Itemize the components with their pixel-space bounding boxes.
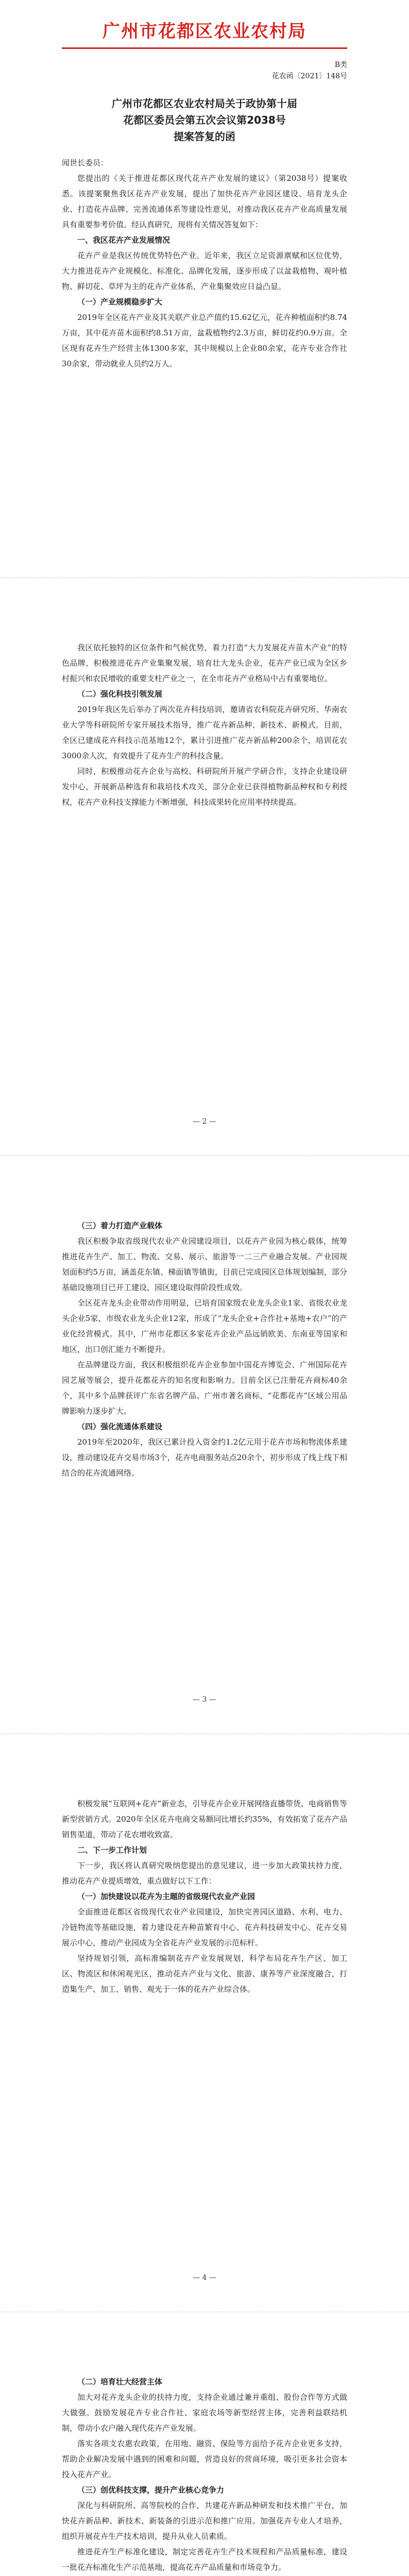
masthead-agency-name: 广州市花都区农业农村局 — [103, 21, 306, 42]
paragraph: 深化与科研院所、高等院校的合作，共建花卉新品种研发和技术推广平台，加快花卉新品种、新技术、新装备的引进示范和推广应用。加强花卉专业人才培养，组织开展花卉生产技术培训，提升从业人员素质。 — [62, 2501, 347, 2541]
paragraph: 加大对花卉龙头企业的扶持力度，支持企业通过兼并重组、股份合作等方式做大做强。鼓励发展花卉专业合作社、家庭农场等新型经营主体，完善利益联结机制，带动小农户融入现代花卉产业发展。 — [62, 2393, 347, 2433]
paragraph: 我区积极争取省级现代农业产业园建设项目，以花卉产业园为核心载体，统筹推进花卉生产、加工、物流、交易、展示、旅游等一二三产业融合发展。产业园规划面积约5万亩，涵盖花东镇、梯面镇等镇街，目前已完成园区总体规划编制，部分基础设施项目已开工建设，园区建设取得阶段性成效。 — [62, 1236, 347, 1292]
subsection-heading: （一）产业规模稳步扩大 — [77, 297, 163, 307]
paragraph: 坚持规划引领，高标准编制花卉产业发展规划，科学布局花卉生产区、加工区、物流区和休闲观光区，推动花卉产业与文化、旅游、康养等产业深度融合，打造集生产、加工、销售、观光于一体的花卉产业综合体。 — [62, 1954, 347, 1994]
section-heading: 一、我区花卉产业发展情况 — [77, 235, 171, 245]
page-number: — 2 — — [193, 1117, 216, 1126]
subsection-heading: （二）培育壮大经营主体 — [77, 2377, 163, 2386]
document-number: 花农函〔2021〕148号 — [271, 72, 347, 80]
paragraph: 下一步，我区将认真研究吸纳您提出的意见建议，进一步加大政策扶持力度，推动花卉产业提质增效，重点做好以下工作： — [62, 1861, 347, 1886]
page-4 — [0, 1734, 409, 2312]
page-number: — 3 — — [193, 1696, 216, 1704]
paragraph: 全区花卉龙头企业带动作用明显，已培育国家级农业龙头企业1家、省级农业龙头企业5家、市级农业龙头企业12家，形成了“龙头企业+合作社+基地+农户”的产业化经营模式。其中，广州市花都区多家花卉企业产品远销欧美、东南亚等国家和地区，出口创汇能力不断提升。 — [62, 1298, 347, 1354]
page-number: — 4 — — [193, 2274, 216, 2282]
section-heading: 二、下一步工作计划 — [77, 1845, 147, 1855]
page-2 — [0, 578, 409, 1156]
paragraph: 全面推进花都区省级现代农业产业园建设，加快完善园区道路、水利、电力、冷链物流等基础设施，着力建设花卉种苗繁育中心、花卉科技研发中心、花卉交易展示中心，推动产业园成为全省花卉产业发展的示范标杆。 — [62, 1907, 347, 1947]
title-line: 提案答复的函 — [174, 130, 235, 143]
subsection-heading: （三）着力打造产业载体 — [77, 1221, 163, 1230]
paragraph: 花卉产业是我区传统优势特色产业。近年来，我区立足资源禀赋和区位优势，大力推进花卉产业规模化、标准化、品牌化发展，逐步形成了以盆栽植物、观叶植物、鲜切花、草坪为主的花卉产业体系，产业集聚效应日益凸显。 — [62, 251, 347, 291]
title-line: 广州市花都区农业农村局关于政协第十届 — [112, 97, 297, 110]
paragraph: 落实各项支农惠农政策，在用地、融资、保险等方面给予花卉企业更多支持，帮助企业解决发展中遇到的困难和问题，营造良好的营商环境，吸引更多社会资本投入花卉产业。 — [62, 2439, 347, 2479]
paragraph: 2019年全区花卉产业及其关联产业总产值约15.62亿元，花卉种植面积约8.74万亩，其中花卉苗木面积约8.51万亩，盆栽植物约2.3万亩，鲜切花约0.9万亩。全区现有花卉生产经营主体1300多家，其中规模以上企业80余家，花卉专业合作社30余家，带动就业人员约2万人。 — [62, 313, 347, 368]
intro-paragraph: 您提出的《关于推进花都区现代花卉产业发展的建议》（第2038号）提案收悉。该提案聚焦我区花卉产业发展，提出了加快花卉产业园区建设、培育龙头企业、打造花卉品牌、完善流通体系等建设性意见，对推动我区花卉产业高质量发展具有重要参考价值。经认真研究，现将有关情况答复如下： — [62, 174, 347, 229]
subsection-heading: （一）加快建设以花卉为主题的省级现代农业产业园 — [77, 1892, 255, 1901]
paragraph: 积极发展“互联网+花卉”新业态，引导花卉企业开展网络直播带货、电商销售等新型营销方式。2020年全区花卉电商交易额同比增长约35%，有效拓宽了花卉产品销售渠道，带动了花农增收致富。 — [62, 1799, 347, 1839]
paragraph: 2019年我区先后举办了两次花卉科技培训，邀请省农科院花卉研究所、华南农业大学等科研院所专家开展技术指导，推广花卉新品种、新技术、新模式。目前，全区已建成花卉科技示范基地12个，累计引进推广花卉新品种200余个，培训花农3000余人次，有效提升了花卉生产的科技含量。 — [62, 705, 347, 760]
paragraph: 推进花卉生产标准化建设，制定完善花卉生产技术规程和产品质量标准，建设一批花卉标准化生产示范基地，提高花卉产品质量和市场竞争力。 — [62, 2547, 347, 2572]
document-grade: B类 — [334, 61, 347, 69]
subsection-heading: （三）创优科技支撑，提升产业核心竞争力 — [77, 2485, 225, 2495]
paragraph: 我区依托独特的区位条件和气候优势，着力打造“大力发展花卉苗木产业”的特色品牌，积极推进花卉产业集聚发展，培育壮大龙头企业，花卉产业已成为全区乡村振兴和农民增收的重要支柱产业之一，在全市花卉产业格局中占有重要地位。 — [62, 643, 347, 683]
document-title — [62, 95, 347, 145]
salutation: 闻世长委员： — [62, 158, 109, 167]
page-1 — [0, 0, 409, 578]
subsection-heading: （四）强化流通体系建设 — [77, 1422, 163, 1431]
subsection-heading: （二）强化科技引领发展 — [77, 689, 163, 699]
paragraph: 在品牌建设方面，我区积极组织花卉企业参加中国花卉博览会、广州国际花卉园艺展等展会，提升花都花卉的知名度和影响力。目前全区已注册花卉商标40余个，其中多个品牌获评广东省名牌产品、广州市著名商标，“花都花卉”区域公用品牌影响力逐步扩大。 — [62, 1360, 347, 1416]
page-3 — [0, 1156, 409, 1734]
page-5 — [0, 2312, 409, 2576]
paragraph: 同时，积极推动花卉企业与高校、科研院所开展产学研合作，支持企业建设研发中心，开展新品种选育和栽培技术攻关，部分企业已获得植物新品种权和专利授权，花卉产业科技支撑能力不断增强，科技成果转化应用率持续提高。 — [62, 767, 347, 807]
masthead-red-line — [62, 47, 347, 49]
paragraph: 2019年至2020年，我区已累计投入资金约1.2亿元用于花卉市场和物流体系建设，推动建设花卉交易市场3个，花卉电商服务站点20余个，初步形成了线上线下相结合的花卉流通网络。 — [62, 1437, 347, 1478]
title-line: 花都区委员会第五次会议第2038号 — [123, 114, 286, 126]
